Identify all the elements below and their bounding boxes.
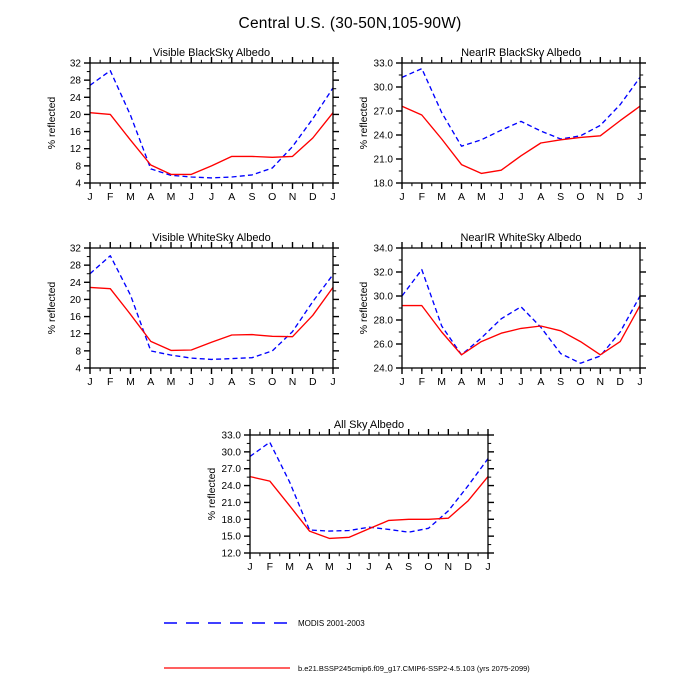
y-tick-label: 15.0 — [221, 531, 241, 543]
x-tick-label: M — [437, 191, 447, 203]
y-tick-label: 8 — [75, 346, 81, 358]
chart-title: NearIR BlackSky Albedo — [461, 47, 581, 59]
y-tick-label: 27.0 — [373, 106, 393, 118]
x-tick-label: F — [418, 376, 426, 388]
y-tick-label: 20 — [69, 294, 81, 306]
x-tick-label: S — [248, 191, 256, 203]
y-tick-label: 8 — [75, 161, 81, 173]
x-tick-label: F — [418, 191, 426, 203]
x-tick-label: J — [366, 561, 372, 573]
plot-frame — [90, 248, 333, 368]
y-tick-label: 4 — [75, 178, 81, 190]
x-tick-label: S — [557, 191, 565, 203]
y-tick-label: 28 — [69, 75, 81, 87]
x-tick-label: D — [616, 376, 624, 388]
y-axis-label: % reflected — [46, 96, 58, 150]
y-tick-label: 21.0 — [373, 154, 393, 166]
y-tick-label: 32 — [69, 58, 81, 70]
model-series-line — [90, 287, 333, 350]
model-series-line — [250, 477, 488, 539]
y-axis-label: % reflected — [206, 467, 218, 521]
x-tick-label: D — [308, 376, 317, 388]
plot-frame — [90, 63, 333, 183]
y-tick-label: 16 — [69, 127, 81, 139]
x-tick-label: J — [330, 191, 336, 203]
x-tick-label: N — [596, 191, 605, 203]
x-tick-label: A — [305, 561, 314, 573]
modis-series-line — [402, 270, 640, 364]
x-tick-label: F — [107, 376, 114, 388]
model-solid-line-icon — [163, 663, 291, 673]
y-tick-label: 18.0 — [221, 514, 241, 526]
panel-nearir-whitesky-albedo — [358, 232, 646, 388]
y-tick-label: 24.0 — [221, 481, 241, 493]
x-tick-label: N — [288, 376, 297, 388]
y-tick-label: 24.0 — [373, 130, 393, 142]
x-tick-label: F — [266, 561, 274, 573]
x-tick-label: J — [330, 376, 336, 388]
x-tick-label: M — [476, 376, 486, 388]
legend-label-modis: MODIS 2001-2003 — [298, 618, 365, 628]
y-tick-label: 32 — [69, 243, 81, 255]
legend-item-modis — [163, 617, 365, 629]
chart-title: NearIR WhiteSky Albedo — [460, 232, 582, 244]
x-tick-label: A — [228, 191, 236, 203]
x-tick-label: F — [107, 191, 114, 203]
y-tick-label: 28 — [69, 260, 81, 272]
y-tick-label: 12.0 — [221, 548, 241, 560]
x-tick-label: M — [166, 376, 176, 388]
y-tick-label: 24 — [69, 277, 81, 289]
x-tick-label: J — [188, 191, 194, 203]
x-tick-label: A — [147, 376, 155, 388]
y-tick-label: 21.0 — [221, 497, 241, 509]
x-tick-label: D — [464, 561, 472, 573]
y-axis-label: % reflected — [46, 281, 58, 335]
x-tick-label: A — [537, 191, 545, 203]
x-tick-label: J — [87, 376, 93, 388]
x-tick-label: O — [424, 561, 433, 573]
plot-frame — [250, 435, 488, 553]
x-tick-label: A — [537, 376, 545, 388]
y-tick-label: 24.0 — [373, 363, 393, 375]
x-tick-label: J — [518, 191, 524, 203]
x-tick-label: J — [208, 191, 215, 203]
plot-frame — [402, 248, 640, 368]
modis-dashed-line-icon — [163, 618, 291, 628]
y-tick-label: 33.0 — [221, 430, 241, 442]
x-tick-label: J — [498, 376, 504, 388]
x-tick-label: A — [147, 191, 155, 203]
x-tick-label: N — [288, 191, 297, 203]
x-tick-label: M — [437, 376, 447, 388]
page-title: Central U.S. (30-50N,105-90W) — [238, 15, 462, 32]
x-tick-label: M — [166, 191, 176, 203]
x-tick-label: O — [576, 191, 585, 203]
y-tick-label: 20 — [69, 109, 81, 121]
legend-item-model — [163, 662, 530, 674]
panel-all-sky-albedo — [206, 419, 494, 573]
panel-visible-blacksky-albedo — [46, 47, 339, 203]
x-tick-label: M — [324, 561, 334, 573]
x-tick-label: N — [444, 561, 453, 573]
axis-ticks — [84, 57, 339, 189]
chart-title: Visible WhiteSky Albedo — [152, 232, 271, 244]
x-tick-label: J — [87, 191, 93, 203]
y-tick-label: 26.0 — [373, 339, 393, 351]
x-tick-label: A — [228, 376, 236, 388]
y-tick-label: 30.0 — [373, 82, 393, 94]
panel-visible-whitesky-albedo — [46, 232, 339, 388]
x-tick-label: M — [126, 191, 135, 203]
x-tick-label: J — [637, 376, 643, 388]
x-tick-label: M — [126, 376, 135, 388]
x-tick-label: A — [385, 561, 393, 573]
x-tick-label: O — [268, 376, 277, 388]
y-tick-label: 30.0 — [221, 447, 241, 459]
legend-label-model: b.e21.BSSP245cmip6.f09_g17.CMIP6-SSP2-4.5.103 (yrs 2075-2099) — [298, 663, 530, 673]
x-tick-label: J — [247, 561, 253, 573]
model-series-line — [90, 113, 333, 175]
x-tick-label: S — [557, 376, 565, 388]
y-tick-label: 12 — [69, 144, 81, 156]
chart-title: Visible BlackSky Albedo — [152, 47, 271, 59]
x-tick-label: J — [399, 191, 405, 203]
panel-nearir-blacksky-albedo — [358, 47, 646, 203]
y-tick-label: 30.0 — [373, 291, 393, 303]
x-tick-label: M — [476, 191, 486, 203]
x-tick-label: J — [208, 376, 215, 388]
y-tick-label: 4 — [75, 363, 81, 375]
axis-ticks — [396, 242, 646, 374]
x-tick-label: N — [596, 376, 605, 388]
y-tick-label: 18.0 — [373, 178, 393, 190]
x-tick-label: S — [248, 376, 256, 388]
x-tick-label: J — [346, 561, 352, 573]
x-tick-label: D — [616, 191, 624, 203]
y-tick-label: 33.0 — [373, 58, 393, 70]
y-tick-label: 27.0 — [221, 464, 241, 476]
modis-series-line — [90, 256, 333, 360]
modis-series-line — [90, 71, 333, 178]
y-axis-label: % reflected — [358, 281, 370, 335]
axis-ticks — [84, 242, 339, 374]
modis-series-line — [250, 442, 488, 532]
x-tick-label: J — [637, 191, 643, 203]
x-tick-label: M — [285, 561, 295, 573]
x-tick-label: O — [268, 191, 277, 203]
y-tick-label: 34.0 — [373, 243, 393, 255]
x-tick-label: S — [405, 561, 413, 573]
plot-frame — [402, 63, 640, 183]
y-tick-label: 16 — [69, 312, 81, 324]
chart-title: All Sky Albedo — [333, 419, 405, 431]
x-tick-label: D — [308, 191, 317, 203]
x-tick-label: A — [457, 191, 466, 203]
y-tick-label: 28.0 — [373, 315, 393, 327]
y-axis-label: % reflected — [358, 96, 370, 150]
x-tick-label: O — [576, 376, 585, 388]
x-tick-label: J — [399, 376, 405, 388]
model-series-line — [402, 106, 640, 173]
x-tick-label: J — [188, 376, 194, 388]
x-tick-label: J — [518, 376, 524, 388]
x-tick-label: A — [457, 376, 466, 388]
axis-ticks — [244, 429, 494, 559]
y-tick-label: 12 — [69, 329, 81, 341]
x-tick-label: J — [485, 561, 491, 573]
y-tick-label: 32.0 — [373, 267, 393, 279]
x-tick-label: J — [498, 191, 504, 203]
y-tick-label: 24 — [69, 92, 81, 104]
axis-ticks — [396, 57, 646, 189]
model-series-line — [402, 306, 640, 355]
